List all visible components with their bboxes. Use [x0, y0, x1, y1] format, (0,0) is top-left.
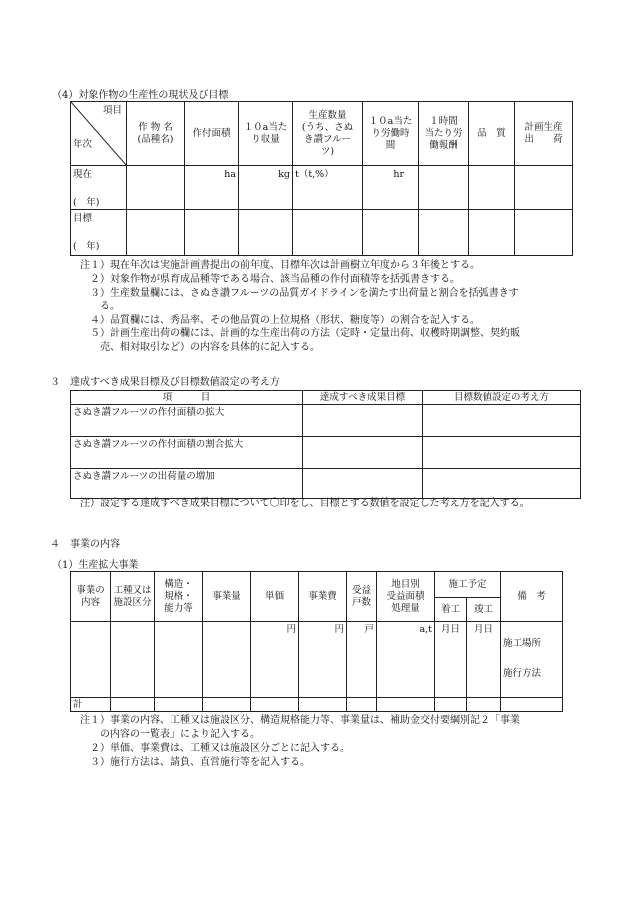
rationale-cell-1[interactable]: [423, 405, 581, 437]
section4-note-5: ５）計画生産出荷の欄には、計画的な生産出荷の方法（定時・定量出荷、収穫時期調整、契約販: [80, 328, 520, 339]
target-item-1: さぬき讃フルーツの作付面積の拡大: [71, 405, 303, 437]
corner-top-label: 項目: [102, 105, 122, 116]
section4-note-3: ３）生産数量欄には、さぬき讃フルーツの品質ガイドラインを満たす出荷量と割合を括弧書きす: [80, 288, 519, 299]
cell-area-target[interactable]: [185, 210, 239, 256]
cell-content[interactable]: [71, 622, 111, 698]
cell-crop-current[interactable]: [127, 166, 185, 210]
header-quantity: 事業量: [203, 572, 251, 622]
header-area: 作付面積: [185, 102, 239, 166]
unit-area: ha: [185, 166, 239, 210]
cell-reward-target[interactable]: [419, 210, 469, 256]
goal-cell-1[interactable]: [303, 405, 423, 437]
header-labor: １０a当た り労働時 間: [363, 102, 419, 166]
section4-note-2: ２）対象作物が県育成品種等である場合、該当品種の作付面積等を括弧書きする。: [80, 274, 460, 285]
header-crop: 作 物 名 (品種名): [127, 102, 185, 166]
unit-cost: 円: [299, 622, 347, 698]
goal-cell-3[interactable]: [303, 469, 423, 499]
cell-quality-current[interactable]: [469, 166, 515, 210]
target-item-2: さぬき讃フルーツの作付面積の割合拡大: [71, 437, 303, 469]
remark-method: 施行方法: [503, 668, 542, 679]
header-item: 項 目: [71, 391, 303, 405]
business-note-1b: の内容の一覧表」により記入する。: [80, 729, 260, 740]
unit-start: 月日: [435, 622, 467, 698]
business-table: [70, 571, 563, 712]
corner-bottom-label: 年次: [73, 139, 93, 150]
total-row: [71, 698, 563, 712]
section4-note-4: ４）品質欄には、秀品率、その他品質の上位規格（形状、糖度等）の割合を記入する。: [80, 315, 480, 326]
section4-heading: （4）対象作物の生産性の現状及び目標: [52, 90, 229, 101]
header-cost: 事業費: [299, 572, 347, 622]
business-subheading: （1）生産拡大事業: [52, 560, 139, 571]
header-rationale: 目標数値設定の考え方: [423, 391, 581, 405]
section4-note-1: 注１）現在年次は実施計画書提出の前年度、目標年次は計画樹立年度から３年後とする。: [80, 260, 480, 271]
header-benefit-area: 地目別 受益面積 処理量: [377, 572, 435, 622]
unit-end: 月日: [467, 622, 501, 698]
table-row: [71, 469, 581, 499]
cell-quality-target[interactable]: [469, 210, 515, 256]
section3-heading: ３ 達成すべき成果目標及び目標数値設定の考え方: [50, 377, 280, 388]
cell-volume-target[interactable]: [293, 210, 363, 256]
unit-yield: kg: [239, 166, 293, 210]
row-target: [71, 210, 127, 256]
section3-note: 注）設定する達成すべき成果目標について〇印をし、目標とする数値を設定した考え方を記入する。: [80, 498, 530, 509]
unit-households: 戸: [347, 622, 377, 698]
header-unit-price: 単価: [251, 572, 299, 622]
table-row: [71, 622, 563, 698]
row-current-year: ( 年): [73, 197, 100, 208]
cell-structure[interactable]: [155, 622, 203, 698]
cell-work-type[interactable]: [111, 622, 155, 698]
header-start: 着工: [435, 598, 467, 622]
header-households: 受益 戸数: [347, 572, 377, 622]
cell-labor-target[interactable]: [363, 210, 419, 256]
cell-shipment-target[interactable]: [515, 210, 573, 256]
table-row: [71, 437, 581, 469]
header-quality: 品 質: [469, 102, 515, 166]
unit-labor: hr: [363, 166, 419, 210]
corner-cell: [71, 102, 127, 166]
table-row: [71, 166, 573, 210]
business-note-2: ２）単価、事業費は、工種又は施設区分ごとに記入する。: [80, 743, 350, 754]
unit-price: 円: [251, 622, 299, 698]
cell-crop-target[interactable]: [127, 210, 185, 256]
header-volume: 生産数量 (うち、さぬ き讃フルー ツ): [293, 102, 363, 166]
remarks-cell: [501, 622, 563, 698]
section4-note-3b: る。: [80, 301, 120, 312]
row-target-label: 目標: [73, 213, 93, 224]
business-note-3: ３）施行方法は、請負、直営施行等を記入する。: [80, 757, 310, 768]
rationale-cell-2[interactable]: [423, 437, 581, 469]
cell-reward-current[interactable]: [419, 166, 469, 210]
header-remarks: 備 考: [501, 572, 563, 622]
business-note-1: 注１）事業の内容、工種又は施設区分、構造規格能力等、事業量は、補助金交付要綱別記２「事業: [80, 715, 520, 726]
header-end: 竣工: [467, 598, 501, 622]
table-row: [71, 405, 581, 437]
header-yield: １０a当た り収量: [239, 102, 293, 166]
header-schedule: 施工予定: [435, 572, 501, 598]
cell-quantity[interactable]: [203, 622, 251, 698]
unit-benefit-area: a,t: [377, 622, 435, 698]
rationale-cell-3[interactable]: [423, 469, 581, 499]
cell-shipment-current[interactable]: [515, 166, 573, 210]
section4-note-5b: 売、相対取引など）の内容を具体的に記入する。: [80, 342, 320, 353]
targets-table: [70, 390, 581, 499]
header-reward: １時間 当たり労 働報酬: [419, 102, 469, 166]
target-item-3: さぬき讃フルーツの出荷量の増加: [71, 469, 303, 499]
header-goal: 達成すべき成果目標: [303, 391, 423, 405]
header-content: 事業の 内容: [71, 572, 111, 622]
row-current-label: 現在: [73, 169, 93, 180]
unit-volume: t（t,%）: [293, 166, 363, 210]
row-target-year: ( 年): [73, 241, 100, 252]
business-heading: ４ 事業の内容: [50, 539, 120, 550]
header-shipment: 計画生産 出 荷: [515, 102, 573, 166]
productivity-table: [70, 101, 573, 256]
remark-location: 施工場所: [503, 638, 542, 649]
table-row: [71, 210, 573, 256]
total-label: 計: [71, 698, 111, 712]
row-current: [71, 166, 127, 210]
goal-cell-2[interactable]: [303, 437, 423, 469]
cell-yield-target[interactable]: [239, 210, 293, 256]
header-work-type: 工種又は 施設区分: [111, 572, 155, 622]
header-structure: 構造・ 規格・ 能力等: [155, 572, 203, 622]
